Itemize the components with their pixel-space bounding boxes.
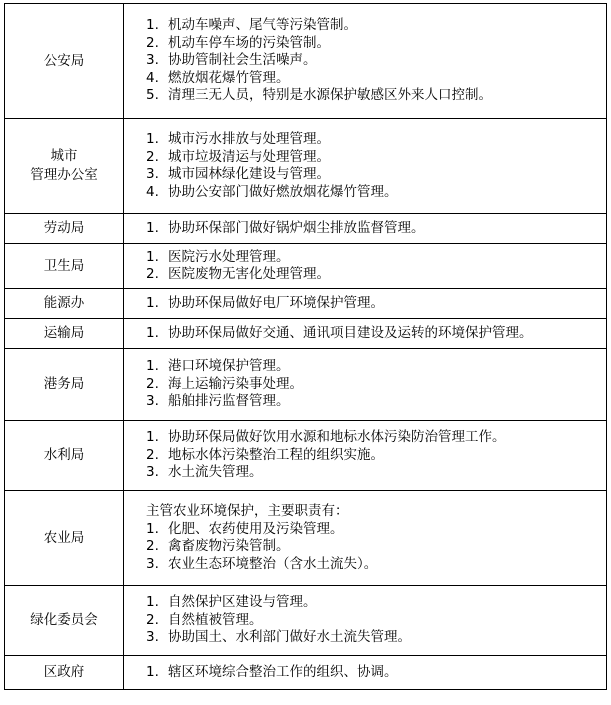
item-text: 城市污水排放与处理管理。 xyxy=(168,131,330,147)
item-number: 3. xyxy=(146,464,159,481)
item-text: 机动车噪声、尾气等污染管制。 xyxy=(168,17,357,34)
item-text: 海上运输污染事处理。 xyxy=(168,375,303,392)
item-number: 2. xyxy=(146,266,159,282)
department-name: 能源办 xyxy=(43,295,85,311)
duties-cell xyxy=(124,244,607,289)
duties-cell xyxy=(124,349,607,421)
item-number: 1. xyxy=(146,248,159,265)
table-row xyxy=(5,319,607,349)
item-text: 城市垃圾清运与处理管理。 xyxy=(168,148,330,165)
item-number: 1. xyxy=(146,358,159,375)
item-number: 4. xyxy=(146,183,159,200)
item-number: 2. xyxy=(146,538,159,554)
item-text: 机动车停车场的污染管制。 xyxy=(168,34,330,51)
department-name: 卫生局 xyxy=(43,257,85,274)
item-number: 3. xyxy=(146,52,159,69)
department-name: 公安局 xyxy=(43,52,85,69)
item-text: 燃放烟花爆竹管理。 xyxy=(168,69,290,86)
item-number: 1. xyxy=(146,594,159,611)
department-cell xyxy=(5,119,124,214)
list-item xyxy=(146,70,602,88)
department-name: 城市 xyxy=(50,148,78,164)
duties-intro: 主管农业环境保护，主要职责有： xyxy=(146,503,349,519)
list-item xyxy=(146,538,602,556)
list-item xyxy=(146,35,602,53)
item-number: 3. xyxy=(146,166,159,182)
item-number: 2. xyxy=(146,375,159,392)
item-text: 协助环保局做好交通、通讯项目建设及运转的环境保护管理。 xyxy=(168,324,533,341)
item-text: 协助环保局做好饮用水源和地标水体污染防治管理工作。 xyxy=(168,429,506,446)
item-number: 5. xyxy=(146,87,159,104)
item-number: 1. xyxy=(146,520,159,537)
item-number: 2. xyxy=(146,446,159,463)
item-number: 1. xyxy=(146,429,159,446)
list-item xyxy=(146,464,602,482)
list-item xyxy=(146,87,602,105)
table-row xyxy=(5,491,607,586)
item-number: 2. xyxy=(146,34,159,51)
item-number: 1. xyxy=(146,131,159,147)
item-text: 自然保护区建设与管理。 xyxy=(168,594,317,611)
department-cell xyxy=(5,586,124,656)
item-number: 1. xyxy=(146,219,159,236)
item-text: 协助环保部门做好锅炉烟尘排放监督管理。 xyxy=(168,219,425,236)
duties-cell xyxy=(124,119,607,214)
department-name: 区政府 xyxy=(43,664,85,680)
department-cell xyxy=(5,349,124,421)
department-name: 管理办公室 xyxy=(30,167,98,183)
list-item xyxy=(146,664,602,682)
duties-table xyxy=(4,3,607,690)
list-item xyxy=(146,184,602,202)
list-item xyxy=(146,166,602,184)
list-item xyxy=(146,295,602,313)
duties-cell xyxy=(124,319,607,349)
duties-cell xyxy=(124,491,607,586)
table-row xyxy=(5,421,607,491)
table-row xyxy=(5,119,607,214)
department-name: 农业局 xyxy=(43,529,85,546)
list-item xyxy=(146,249,602,267)
item-text: 协助管制社会生活噪声。 xyxy=(168,52,317,69)
table-row xyxy=(5,289,607,319)
table-row xyxy=(5,586,607,656)
department-name: 港务局 xyxy=(43,376,85,392)
item-text: 协助环保局做好电厂环境保护管理。 xyxy=(168,294,384,311)
department-name: 运输局 xyxy=(43,325,85,341)
list-item xyxy=(146,17,602,35)
duties-cell xyxy=(124,289,607,319)
department-cell xyxy=(5,421,124,491)
item-number: 3. xyxy=(146,629,159,646)
list-item xyxy=(146,612,602,630)
item-text: 清理三无人员，特别是水源保护敏感区外来人口控制。 xyxy=(168,87,492,104)
list-item xyxy=(146,52,602,70)
duties-cell xyxy=(124,656,607,690)
list-item xyxy=(146,521,602,539)
list-item xyxy=(146,325,602,343)
table-row xyxy=(5,214,607,244)
department-cell xyxy=(5,656,124,690)
item-text: 辖区环境综合整治工作的组织、协调。 xyxy=(168,663,398,680)
list-item xyxy=(146,149,602,167)
item-text: 自然植被管理。 xyxy=(168,611,263,628)
list-item xyxy=(146,429,602,447)
list-item xyxy=(146,447,602,465)
item-number: 1. xyxy=(146,294,159,311)
item-number: 1. xyxy=(146,17,159,34)
item-text: 港口环境保护管理。 xyxy=(168,358,290,375)
list-item xyxy=(146,393,602,411)
department-cell xyxy=(5,289,124,319)
item-text: 医院污水处理管理。 xyxy=(168,248,290,265)
duties-cell xyxy=(124,214,607,244)
department-cell xyxy=(5,244,124,289)
duties-cell xyxy=(124,586,607,656)
item-text: 城市园林绿化建设与管理。 xyxy=(168,166,330,182)
list-item xyxy=(146,131,602,149)
department-cell xyxy=(5,214,124,244)
list-item xyxy=(146,358,602,376)
item-number: 1. xyxy=(146,663,159,680)
department-name: 水利局 xyxy=(43,447,85,463)
item-number: 3. xyxy=(146,393,159,410)
item-text: 化肥、农药使用及污染管理。 xyxy=(168,520,344,537)
list-item xyxy=(146,266,602,284)
department-name: 绿化委员会 xyxy=(30,612,98,628)
item-text: 医院废物无害化处理管理。 xyxy=(168,266,330,282)
duties-cell xyxy=(124,4,607,119)
item-text: 禽畜废物污染管制。 xyxy=(168,538,290,554)
table-row xyxy=(5,4,607,119)
table-row xyxy=(5,656,607,690)
item-number: 3. xyxy=(146,555,159,572)
item-text: 协助公安部门做好燃放烟花爆竹管理。 xyxy=(168,183,398,200)
list-item xyxy=(146,629,602,647)
department-cell xyxy=(5,4,124,119)
item-number: 1. xyxy=(146,324,159,341)
item-number: 4. xyxy=(146,69,159,86)
table-row xyxy=(5,244,607,289)
item-text: 水土流失管理。 xyxy=(168,464,263,481)
list-item xyxy=(146,556,602,574)
list-item xyxy=(146,594,602,612)
item-number: 2. xyxy=(146,148,159,165)
item-text: 船舶排污监督管理。 xyxy=(168,393,290,410)
list-item xyxy=(146,220,602,238)
item-text: 农业生态环境整治（含水土流失）。 xyxy=(168,555,378,572)
list-item xyxy=(146,376,602,394)
table-row xyxy=(5,349,607,421)
duties-cell xyxy=(124,421,607,491)
department-name: 劳动局 xyxy=(43,220,85,236)
department-cell xyxy=(5,319,124,349)
item-text: 地标水体污染整治工程的组织实施。 xyxy=(168,446,384,463)
item-number: 2. xyxy=(146,611,159,628)
item-text: 协助国土、水利部门做好水土流失管理。 xyxy=(168,629,411,646)
department-cell xyxy=(5,491,124,586)
